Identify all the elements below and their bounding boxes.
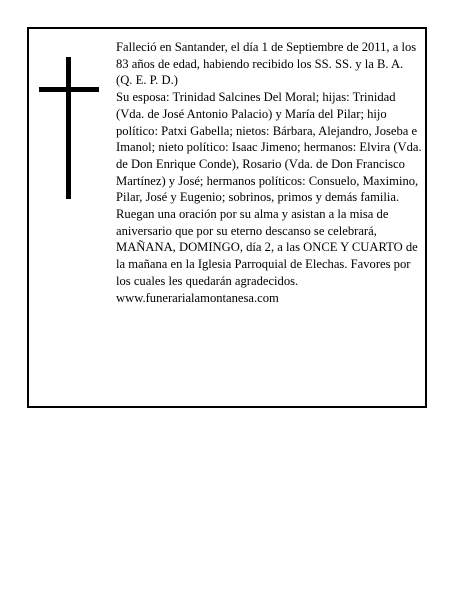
- cross-icon: [39, 57, 99, 199]
- rip-line: (Q. E. P. D.): [116, 73, 178, 88]
- funeral-home-website: www.funerarialamontanesa.com: [116, 290, 279, 305]
- obituary-notice: [27, 27, 427, 408]
- notice-text: [116, 39, 426, 306]
- cross-horizontal-bar: [39, 87, 99, 92]
- family-list: Su esposa: Trinidad Salcines Del Moral; hijas: Trinidad (Vda. de José Antonio Palacio) y María del Pilar; hijo político: Patxi Gabella; nietos: Bárbara, Alejandro, Joseba e Imanol; nieto político: Isaac Jimeno; hermanos: Elvira (Vda. de Don Enrique Conde), Rosario (Vda. de Don Francisco Martínez) y José; hermanos políticos: Consuelo, Maximino, Pilar, José y Eugenio; sobrinos, primos y demás familia.: [116, 90, 422, 205]
- cross-vertical-bar: [66, 57, 71, 199]
- death-announcement: Falleció en Santander, el día 1 de Septiembre de 2011, a los 83 años de edad, habiendo recibido los SS. SS. y la B. A.: [116, 40, 417, 71]
- mass-request: Ruegan una oración por su alma y asistan a la misa de aniversario que por su eterno descanso se celebrará, MAÑANA, DOMINGO, día 2, a las ONCE Y CUARTO de la mañana en la Iglesia Parroquial de Elechas. Favores por los cuales les quedarán agradecidos.: [116, 207, 418, 288]
